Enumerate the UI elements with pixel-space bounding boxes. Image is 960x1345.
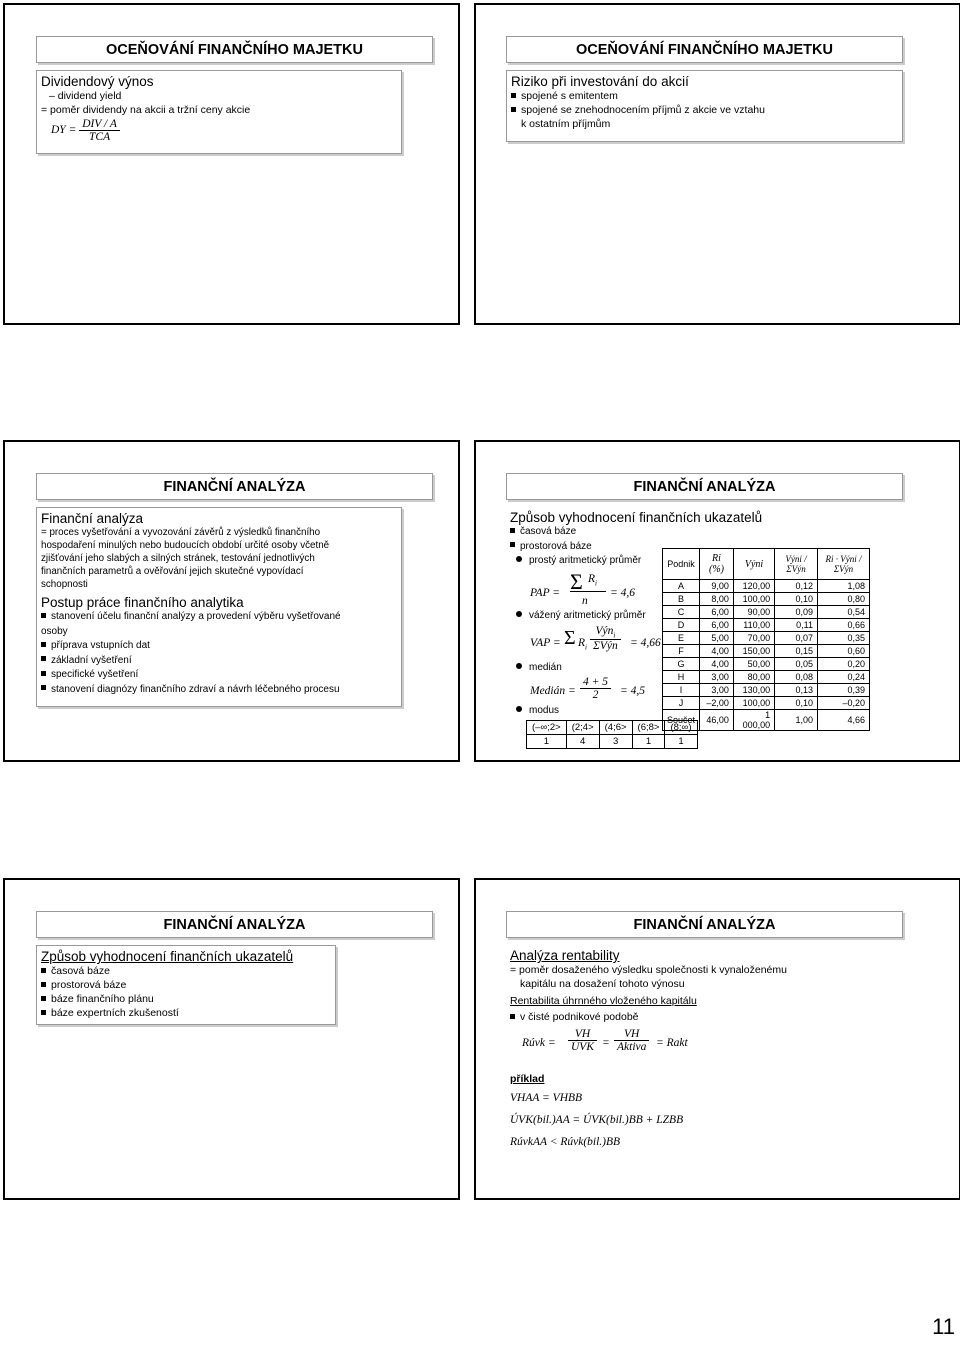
slide-4-dot-2: vážený aritmetický průměr [529, 609, 646, 621]
ruvk-rhs: = Rakt [656, 1037, 688, 1049]
dy-formula [51, 118, 397, 143]
table-cell: 0,10 [775, 593, 818, 606]
slide-1-content [36, 70, 402, 154]
slide-1-line-1: – dividend yield [49, 90, 122, 102]
slide-3-bullet-4: specifické vyšetření [51, 669, 139, 680]
slide-4-dot-4: modus [529, 704, 560, 716]
table-row [663, 684, 870, 697]
vap-result: = 4,66 [630, 637, 661, 649]
table-row [663, 593, 870, 606]
table-cell: 4,66 [817, 710, 869, 731]
slide-2-bullet-2-cont: k ostatním příjmům [521, 118, 611, 130]
table-cell: 0,54 [817, 606, 869, 619]
slide-3-heading-2: Postup práce finančního analytika [41, 595, 244, 610]
col-r-header: Ri (%) [700, 549, 734, 580]
dot-icon [516, 556, 522, 562]
table-cell: H [663, 671, 700, 684]
example-formula-2: ÚVK(bil.)AA = ÚVK(bil.)BB + LZBB [510, 1114, 684, 1126]
ruvk-num-2: VH [614, 1028, 649, 1041]
dy-lhs: DY = [51, 124, 77, 137]
table-cell: 0,10 [775, 697, 818, 710]
slide-5-bullet-3: báze finančního plánu [51, 993, 154, 1005]
slide-3-para-3: zjišťování jeho slabých a silných stránek, testování jednotlivých [41, 553, 315, 564]
slide-6-heading: Analýza rentability [510, 948, 620, 963]
bullet-icon [511, 107, 516, 112]
table-cell: 0,66 [817, 619, 869, 632]
table-cell: 3,00 [700, 684, 734, 697]
bullet-icon [41, 968, 46, 973]
bullet-icon [510, 528, 515, 533]
bullet-icon [41, 656, 46, 661]
table-cell: 4,00 [700, 645, 734, 658]
slide-2-heading: Riziko při investování do akcií [511, 74, 689, 89]
dot-icon [516, 611, 522, 617]
modus-value-cell: 3 [599, 735, 632, 749]
dy-fraction [79, 118, 120, 143]
slide-6-example-label: příklad [510, 1073, 545, 1085]
slide-5-content [36, 945, 336, 1025]
col-product-header: Ri · Výni / ΣVýn [817, 549, 869, 580]
table-cell: 0,07 [775, 632, 818, 645]
slide-1-title: OCEŇOVÁNÍ FINANČNÍHO MAJETKU [36, 36, 433, 63]
slide-2 [474, 3, 960, 325]
bullet-icon [41, 613, 46, 618]
table-cell: 0,35 [817, 632, 869, 645]
vap-lhs: VAP = [530, 637, 561, 649]
table-row [663, 606, 870, 619]
table-cell: 0,80 [817, 593, 869, 606]
col-vyn-header: Výni [733, 549, 774, 580]
modus-value-cell: 1 [527, 735, 567, 749]
table-cell: I [663, 684, 700, 697]
table-cell: –0,20 [817, 697, 869, 710]
slide-3-content [36, 507, 402, 707]
modus-head-cell: (8;∞) [665, 721, 697, 735]
table-cell: G [663, 658, 700, 671]
slide-6-title: FINANČNÍ ANALÝZA [506, 911, 903, 938]
table-cell: A [663, 580, 700, 593]
bullet-icon [510, 542, 515, 547]
example-formula-1: VHAA = VHBB [510, 1092, 583, 1104]
table-cell: 150,00 [733, 645, 774, 658]
table-cell: 3,00 [700, 671, 734, 684]
table-cell: 50,00 [733, 658, 774, 671]
slide-2-content [506, 70, 903, 142]
table-cell: 0,08 [775, 671, 818, 684]
table-cell: 100,00 [733, 593, 774, 606]
slide-4-heading: Způsob vyhodnocení finančních ukazatelů [510, 510, 763, 525]
slide-2-title: OCEŇOVÁNÍ FINANČNÍHO MAJETKU [506, 36, 903, 63]
vap-formula: VAP = Σ $R_i$ Výn$_i$ ΣVýn = 4,66 [530, 625, 661, 653]
table-row [663, 632, 870, 645]
table-cell: 130,00 [733, 684, 774, 697]
ruvk-formula [522, 1028, 910, 1058]
dot-icon [516, 663, 522, 669]
slide-6-content [510, 948, 910, 1148]
table-cell: 0,20 [817, 658, 869, 671]
table-cell: 1 000,00 [733, 710, 774, 731]
bullet-icon [41, 642, 46, 647]
slide-5 [3, 878, 460, 1200]
slide-5-bullet-2: prostorová báze [51, 979, 127, 991]
median-denominator: 2 [592, 688, 599, 701]
slide-5-heading: Způsob vyhodnocení finančních ukazatelů [41, 949, 294, 964]
table-cell: C [663, 606, 700, 619]
slide-6-para-1: = poměr dosaženého výsledku společnosti k vynaloženému [510, 964, 787, 976]
modus-value-cell: 1 [632, 735, 665, 749]
table-cell: 120,00 [733, 580, 774, 593]
bullet-icon [41, 685, 46, 690]
table-cell: 1,00 [775, 710, 818, 731]
table-cell: 0,12 [775, 580, 818, 593]
modus-head-cell: (4;6> [599, 721, 632, 735]
page-number: 11 [932, 1314, 955, 1339]
table-cell: –2,00 [700, 697, 734, 710]
slide-4-dot-1: prostý aritmetický průměr [529, 555, 642, 566]
slide-2-bullet-1: spojené s emitentem [521, 90, 618, 102]
modus-value-cell: 1 [665, 735, 697, 749]
slide-1-line-2: = poměr dividendy na akcii a tržní ceny akcie [41, 104, 251, 116]
slide-6-bullet: v čisté podnikové podobě [520, 1011, 639, 1023]
table-cell: J [663, 697, 700, 710]
table-cell: E [663, 632, 700, 645]
table-cell: 0,09 [775, 606, 818, 619]
table-cell: 9,00 [700, 580, 734, 593]
slide-4-dot-3: medián [529, 662, 562, 673]
table-cell: F [663, 645, 700, 658]
ruvk-num-1: VH [568, 1028, 597, 1041]
bullet-icon [41, 982, 46, 987]
companies-table [662, 548, 870, 731]
table-cell: 6,00 [700, 619, 734, 632]
slide-4-bullet-1: časová báze [520, 526, 577, 537]
slide-3 [3, 440, 460, 762]
table-row [663, 645, 870, 658]
median-lhs: Medián = [530, 684, 576, 697]
slide-5-title: FINANČNÍ ANALÝZA [36, 911, 433, 938]
slide-3-bullet-1: stanovení účelu finanční analýzy a provedení výběru vyšetřované [51, 611, 341, 622]
slide-3-bullet-2: příprava vstupních dat [51, 640, 150, 651]
sum-icon: Σ [564, 627, 576, 649]
bullet-icon [41, 671, 46, 676]
table-cell: 1,08 [817, 580, 869, 593]
table-cell: 0,39 [817, 684, 869, 697]
bullet-icon [41, 1010, 46, 1015]
table-cell: 0,05 [775, 658, 818, 671]
modus-value-cell: 4 [566, 735, 599, 749]
table-cell: B [663, 593, 700, 606]
table-cell: 90,00 [733, 606, 774, 619]
table-row [663, 671, 870, 684]
pap-formula: PAP = Σ $R_i$ n = 4,6 [530, 568, 636, 607]
slide-4 [474, 440, 960, 762]
pap-denominator: n [582, 594, 588, 607]
slide-3-para-4: finančních parametrů a ověřování jejich skutečné vypovídací [41, 566, 304, 577]
table-cell: 0,15 [775, 645, 818, 658]
ruvk-lhs: Rúvk = [522, 1037, 556, 1049]
table-cell: 8,00 [700, 593, 734, 606]
table-cell: 5,00 [700, 632, 734, 645]
slide-5-bullet-1: časová báze [51, 965, 110, 977]
table-cell: 110,00 [733, 619, 774, 632]
table-cell: 0,13 [775, 684, 818, 697]
ruvk-den-2: Aktiva [617, 1041, 647, 1053]
table-cell: 100,00 [733, 697, 774, 710]
table-cell: 80,00 [733, 671, 774, 684]
slide-3-heading-1: Finanční analýza [41, 511, 144, 526]
table-row [663, 710, 870, 731]
modus-head-cell: (2;4> [566, 721, 599, 735]
dy-numerator: DIV / A [79, 118, 120, 131]
sum-icon: Σ [570, 568, 583, 594]
table-cell: D [663, 619, 700, 632]
slide-6 [474, 878, 960, 1200]
slide-3-para-2: hospodaření minulých nebo budoucích období určité osoby včetně [41, 540, 330, 551]
modus-head-cell: (6;8> [632, 721, 665, 735]
slide-1 [3, 3, 460, 325]
slide-3-para-1: = proces vyšetřování a vyvozování závěrů z výsledků finančního [41, 527, 321, 538]
slide-6-para-2: kapitálu na dosažení tohoto výnosu [520, 978, 685, 990]
table-cell: 0,11 [775, 619, 818, 632]
table-row [663, 580, 870, 593]
pap-lhs: PAP = [530, 586, 561, 599]
slide-3-bullet-3: základní vyšetření [51, 654, 132, 666]
table-cell: 0,60 [817, 645, 869, 658]
slide-4-bullet-2: prostorová báze [520, 540, 592, 552]
table-row [663, 658, 870, 671]
table-cell: 46,00 [700, 710, 734, 731]
example-formula-3: RúvkAA < Rúvk(bil.)BB [510, 1136, 621, 1148]
slide-6-subheading: Rentabilita úhrnného vloženého kapitálu [510, 995, 697, 1007]
ruvk-den-1: ÚVK [571, 1041, 594, 1053]
bullet-icon [41, 996, 46, 1001]
table-cell: Součet [663, 710, 700, 731]
table-row [663, 619, 870, 632]
slide-3-bullet-1-cont: osoby [41, 625, 68, 637]
table-cell: 0,24 [817, 671, 869, 684]
slide-1-heading: Dividendový výnos [41, 74, 154, 89]
table-row [663, 697, 870, 710]
slide-4-title: FINANČNÍ ANALÝZA [506, 473, 903, 500]
slide-3-bullet-5: stanovení diagnózy finančního zdraví a návrh léčebného procesu [51, 683, 340, 695]
dot-icon [516, 706, 522, 712]
slide-3-para-5: schopnosti [41, 579, 88, 590]
modus-head-cell: (–∞;2> [527, 721, 567, 735]
ruvk-eq: = [602, 1037, 610, 1049]
col-podnik-header: Podnik [663, 549, 700, 580]
median-result: = 4,5 [620, 684, 646, 697]
table-cell: 70,00 [733, 632, 774, 645]
bullet-icon [511, 93, 516, 98]
slide-2-bullet-2: spojené se znehodnocením příjmů z akcie ve vztahu [521, 104, 765, 116]
pap-result: = 4,6 [610, 586, 636, 599]
table-cell: 6,00 [700, 606, 734, 619]
slide-5-bullet-4: báze expertních zkušeností [51, 1007, 179, 1019]
col-share-header: Výni / ΣVýn [775, 549, 818, 580]
dy-denominator: TCA [89, 131, 111, 143]
bullet-icon [510, 1014, 515, 1019]
slide-3-title: FINANČNÍ ANALÝZA [36, 473, 433, 500]
table-cell: 4,00 [700, 658, 734, 671]
median-numerator: 4 + 5 [580, 676, 611, 689]
